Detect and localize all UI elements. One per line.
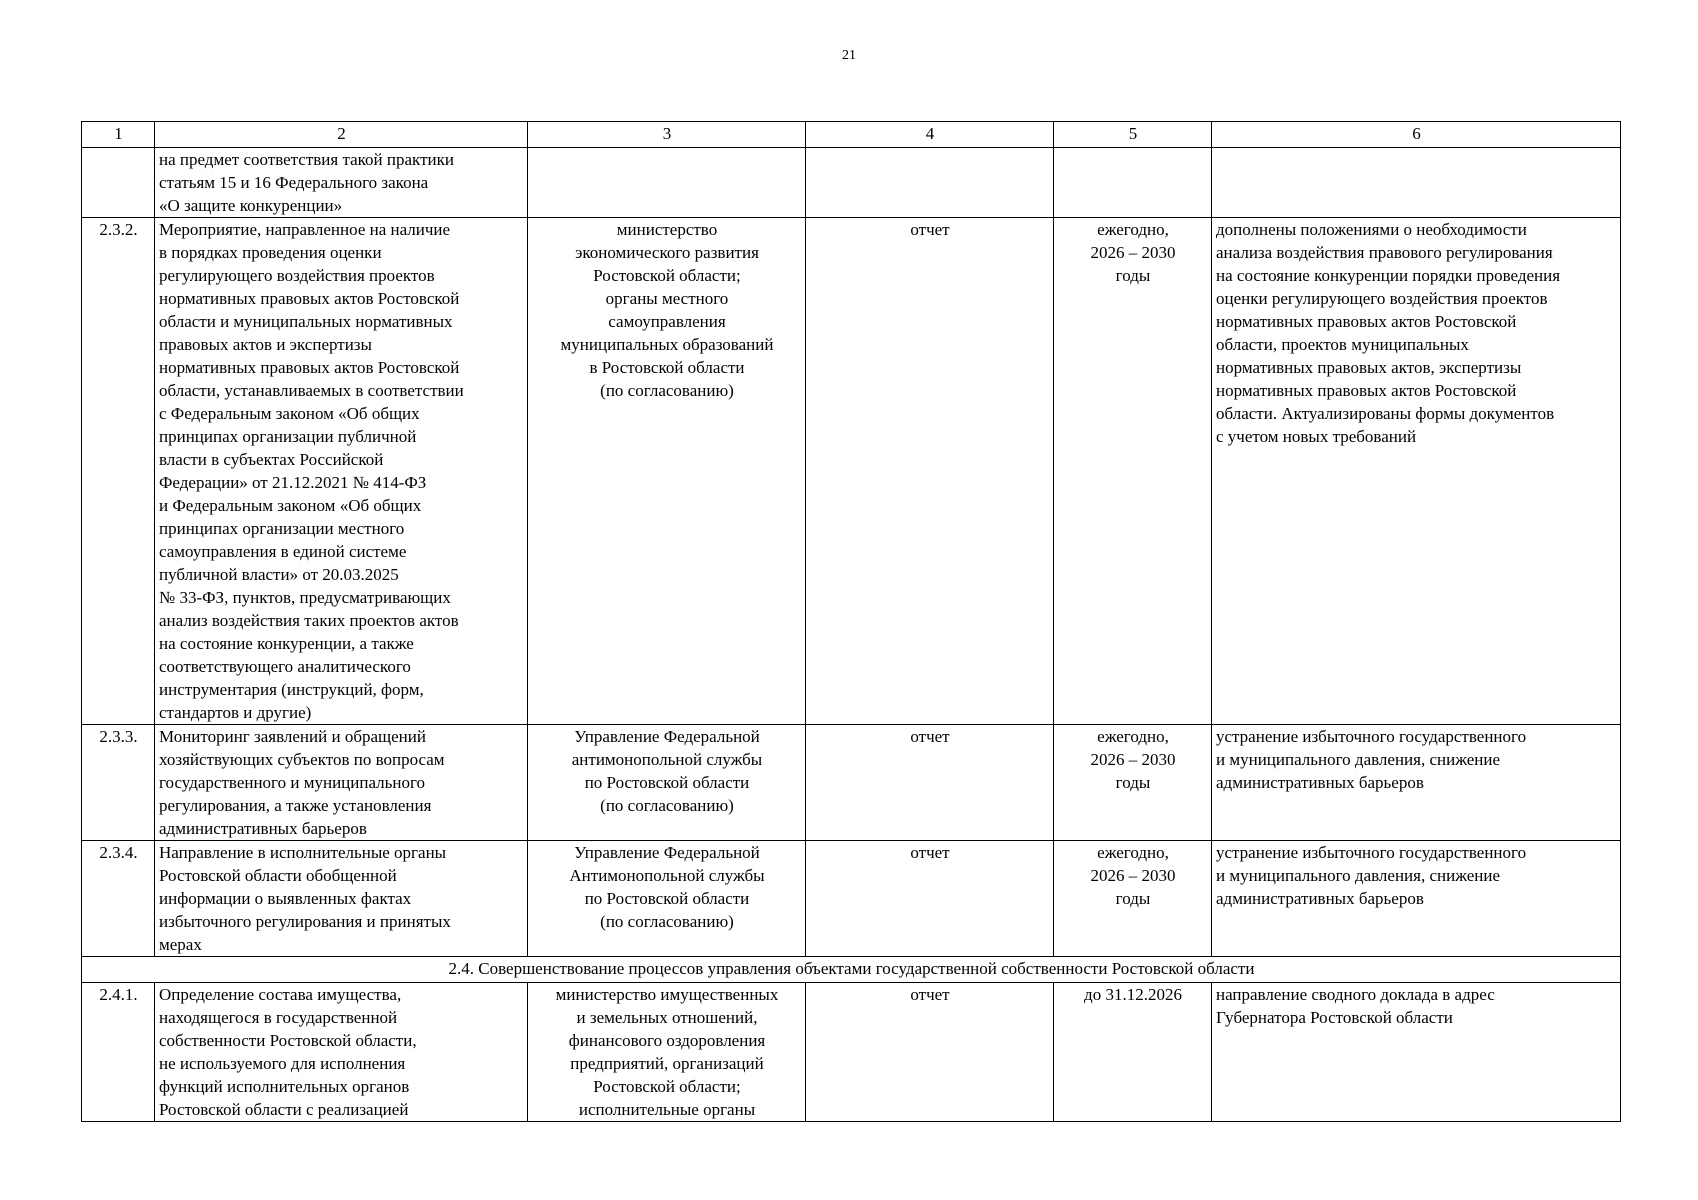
text-line: годы xyxy=(1115,266,1151,285)
text-line: статьям 15 и 16 Федерального закона xyxy=(159,173,429,192)
column-number-header: 1 xyxy=(82,122,155,148)
text-line: министерство xyxy=(616,220,718,239)
text-line: регулирующего воздействия проектов xyxy=(159,266,435,285)
result-cell xyxy=(806,983,1054,1122)
result-cell xyxy=(806,725,1054,841)
text-line: экономического развития xyxy=(575,243,759,262)
text-line: хозяйствующих субъектов по вопросам xyxy=(159,750,445,769)
executor-cell xyxy=(528,725,806,841)
item-number: 2.3.2. xyxy=(82,218,155,725)
text-line: исполнительные органы xyxy=(578,1100,756,1119)
column-number-header: 4 xyxy=(806,122,1054,148)
term-cell xyxy=(1054,725,1212,841)
text-line: собственности Ростовской области, xyxy=(159,1031,417,1050)
event-cell xyxy=(155,983,528,1122)
text-line: направление сводного доклада в адрес xyxy=(1216,985,1495,1004)
text-line: и земельных отношений, xyxy=(576,1008,758,1027)
text-line: органы местного xyxy=(605,289,729,308)
text-line: Ростовской области с реализацией xyxy=(159,1100,409,1119)
text-line: нормативных правовых актов Ростовской xyxy=(159,289,460,308)
text-line: Мероприятие, направленное на наличие xyxy=(159,220,451,239)
text-line: области, проектов муниципальных xyxy=(1216,335,1469,354)
text-line: регулирования, а также установления xyxy=(159,796,432,815)
text-line: Управление Федеральной xyxy=(574,727,760,746)
text-line: с Федеральным законом «Об общих xyxy=(159,404,420,423)
text-line: находящегося в государственной xyxy=(159,1008,398,1027)
text-line: анализ воздействия таких проектов актов xyxy=(159,611,459,630)
page-number: 21 xyxy=(842,48,856,63)
text-line: 2026 – 2030 xyxy=(1090,866,1176,885)
result-cell xyxy=(806,841,1054,957)
section-row xyxy=(82,957,1621,983)
term-cell xyxy=(1054,218,1212,725)
text-line: административных барьеров xyxy=(1216,889,1424,908)
text-line: Управление Федеральной xyxy=(574,843,760,862)
text-line: дополнены положениями о необходимости xyxy=(1216,220,1527,239)
text-line: (по согласованию) xyxy=(600,381,734,400)
text-line: ежегодно, xyxy=(1097,220,1169,239)
text-line: власти в субъектах Российской xyxy=(159,450,384,469)
text-line: (по согласованию) xyxy=(600,912,734,931)
text-line: антимонопольной службы xyxy=(571,750,763,769)
text-line: административных барьеров xyxy=(1216,773,1424,792)
text-line: Ростовской области; xyxy=(593,266,741,285)
text-line: самоуправления xyxy=(608,312,726,331)
text-line: инструментария (инструкций, форм, xyxy=(159,680,424,699)
text-line: Мониторинг заявлений и обращений xyxy=(159,727,426,746)
text-line: на предмет соответствия такой практики xyxy=(159,150,454,169)
event-cell xyxy=(155,725,528,841)
text-line: анализа воздействия правового регулирования xyxy=(1216,243,1553,262)
event-cell xyxy=(155,841,528,957)
text-line: Ростовской области; xyxy=(593,1077,741,1096)
table-row xyxy=(82,148,1621,218)
indicator-cell xyxy=(1212,218,1621,725)
column-number-header: 3 xyxy=(528,122,806,148)
text-line: области, устанавливаемых в соответствии xyxy=(159,381,464,400)
text-line: избыточного регулирования и принятых xyxy=(159,912,451,931)
text-line: отчет xyxy=(910,985,950,1004)
executor-cell xyxy=(528,841,806,957)
text-line: нормативных правовых актов Ростовской xyxy=(159,358,460,377)
term-cell xyxy=(1054,841,1212,957)
text-line: принципах организации местного xyxy=(159,519,405,538)
table-row xyxy=(82,841,1621,957)
text-line: отчет xyxy=(910,220,950,239)
text-line: 2026 – 2030 xyxy=(1090,243,1176,262)
text-line: годы xyxy=(1115,889,1151,908)
text-line: мерах xyxy=(159,935,202,954)
column-number-header: 2 xyxy=(155,122,528,148)
text-line: оценки регулирующего воздействия проектов xyxy=(1216,289,1548,308)
item-number xyxy=(82,148,155,218)
text-line: финансового оздоровления xyxy=(568,1031,766,1050)
text-line: нормативных правовых актов Ростовской xyxy=(1216,312,1517,331)
text-line: принципах организации публичной xyxy=(159,427,417,446)
text-line: (по согласованию) xyxy=(600,796,734,815)
text-line: отчет xyxy=(910,843,950,862)
text-line: стандартов и другие) xyxy=(159,703,312,722)
section-title: 2.4. Совершенствование процессов управления объектами государственной собственности Ростовской области xyxy=(82,957,1621,983)
indicator-cell xyxy=(1212,725,1621,841)
text-line: соответствующего аналитического xyxy=(159,657,411,676)
text-line: ежегодно, xyxy=(1097,727,1169,746)
item-number: 2.4.1. xyxy=(82,983,155,1122)
table-header-row xyxy=(82,122,1621,148)
item-number: 2.3.4. xyxy=(82,841,155,957)
text-line: «О защите конкуренции» xyxy=(159,196,343,215)
text-line: с учетом новых требований xyxy=(1216,427,1417,446)
text-line: № 33-ФЗ, пунктов, предусматривающих xyxy=(159,588,451,607)
text-line: в Ростовской области xyxy=(589,358,745,377)
column-number-header: 6 xyxy=(1212,122,1621,148)
text-line: по Ростовской области xyxy=(584,889,750,908)
text-line: годы xyxy=(1115,773,1151,792)
executor-cell xyxy=(528,983,806,1122)
text-line: нормативных правовых актов, экспертизы xyxy=(1216,358,1522,377)
term-cell xyxy=(1054,148,1212,218)
column-number-header: 5 xyxy=(1054,122,1212,148)
text-line: Направление в исполнительные органы xyxy=(159,843,447,862)
text-line: области и муниципальных нормативных xyxy=(159,312,453,331)
result-cell xyxy=(806,218,1054,725)
text-line: ежегодно, xyxy=(1097,843,1169,862)
text-line: на состояние конкуренции, а также xyxy=(159,634,414,653)
text-line: предприятий, организаций xyxy=(570,1054,764,1073)
executor-cell xyxy=(528,148,806,218)
text-line: устранение избыточного государственного xyxy=(1216,843,1527,862)
table-row xyxy=(82,725,1621,841)
executor-cell xyxy=(528,218,806,725)
text-line: самоуправления в единой системе xyxy=(159,542,407,561)
text-line: Ростовской области обобщенной xyxy=(159,866,397,885)
text-line: до 31.12.2026 xyxy=(1084,985,1182,1004)
table-row xyxy=(82,983,1621,1122)
term-cell xyxy=(1054,983,1212,1122)
text-line: устранение избыточного государственного xyxy=(1216,727,1527,746)
text-line: муниципальных образований xyxy=(560,335,774,354)
text-line: не используемого для исполнения xyxy=(159,1054,406,1073)
text-line: нормативных правовых актов Ростовской xyxy=(1216,381,1517,400)
text-line: и Федеральным законом «Об общих xyxy=(159,496,422,515)
event-cell xyxy=(155,148,528,218)
text-line: министерство имущественных xyxy=(555,985,779,1004)
indicator-cell xyxy=(1212,841,1621,957)
text-line: Губернатора Ростовской области xyxy=(1216,1008,1453,1027)
indicator-cell xyxy=(1212,983,1621,1122)
text-line: 2026 – 2030 xyxy=(1090,750,1176,769)
event-cell xyxy=(155,218,528,725)
text-line: правовых актов и экспертизы xyxy=(159,335,372,354)
text-line: и муниципального давления, снижение xyxy=(1216,866,1501,885)
item-number: 2.3.3. xyxy=(82,725,155,841)
text-line: административных барьеров xyxy=(159,819,367,838)
text-line: отчет xyxy=(910,727,950,746)
table-row xyxy=(82,218,1621,725)
text-line: публичной власти» от 20.03.2025 xyxy=(159,565,399,584)
plan-table xyxy=(81,121,1621,1122)
text-line: функций исполнительных органов xyxy=(159,1077,410,1096)
text-line: информации о выявленных фактах xyxy=(159,889,412,908)
text-line: области. Актуализированы формы документов xyxy=(1216,404,1555,423)
indicator-cell xyxy=(1212,148,1621,218)
text-line: по Ростовской области xyxy=(584,773,750,792)
text-line: государственного и муниципального xyxy=(159,773,426,792)
result-cell xyxy=(806,148,1054,218)
text-line: Федерации» от 21.12.2021 № 414-ФЗ xyxy=(159,473,427,492)
text-line: на состояние конкуренции порядки проведения xyxy=(1216,266,1561,285)
text-line: Антимонопольной службы xyxy=(569,866,765,885)
text-line: в порядках проведения оценки xyxy=(159,243,382,262)
text-line: Определение состава имущества, xyxy=(159,985,402,1004)
text-line: и муниципального давления, снижение xyxy=(1216,750,1501,769)
